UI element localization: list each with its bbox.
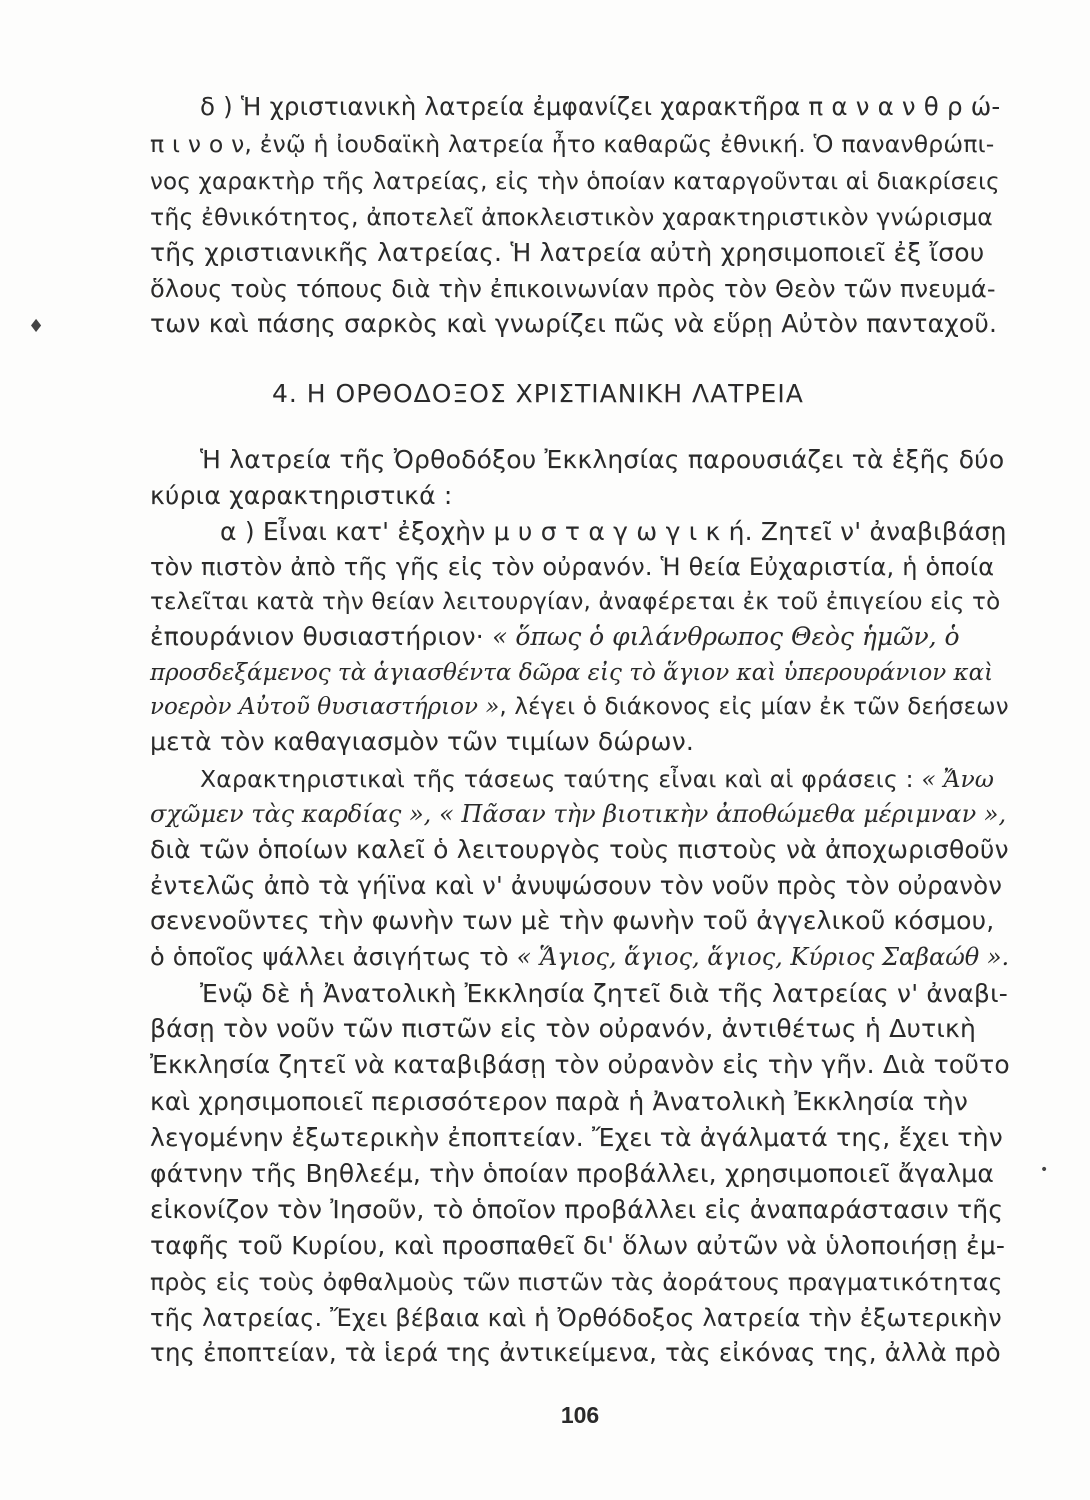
text-line: ἐντελῶς ἀπὸ τὰ γήϊνα καὶ ν' ἀνυψώσουν τὸν νοῦν πρὸς τὸν οὐρανὸν — [150, 871, 1003, 900]
text-run: ὁ ὁποῖος ψάλλει ἀσιγήτως τὸ — [150, 943, 509, 971]
text-line — [150, 690, 1010, 724]
text-line — [150, 620, 1010, 654]
quote-run: « Πᾶσαν τὴν βιοτικὴν ἀποθώμεθα μέριμναν », — [439, 800, 1007, 828]
text-line: ταφῆς τοῦ Κυρίου, καὶ προσπαθεῖ δι' ὅλων αὐτῶν νὰ ὑλοποιήσῃ ἐμ- — [150, 1231, 1006, 1260]
scan-mark: • — [1040, 1162, 1049, 1178]
text-line: εἰκονίζον τὸν Ἰησοῦν, τὸ ὁποῖον προβάλλει εἰς ἀναπαράστασιν τῆς — [150, 1195, 1004, 1224]
text-line: λεγομένην ἐξωτερικὴν ἐποπτείαν. Ἔχει τὰ ἀγάλματά της, ἔχει τὴν — [150, 1123, 1003, 1152]
quote-run: νοερὸν Αὐτοῦ θυσιαστήριον » — [150, 694, 500, 720]
text-line: τελεῖται κατὰ τὴν θείαν λειτουργίαν, ἀναφέρεται ἐκ τοῦ ἐπιγείου εἰς τὸ — [150, 589, 1001, 615]
quote-line: προσδεξάμενος τὰ ἁγιασθέντα δῶρα εἰς τὸ ἅγιον καὶ ὑπερουράνιον καὶ — [150, 660, 994, 686]
text-run: Χαρακτηριστικαὶ τῆς τάσεως ταύτης εἶναι καὶ αἱ φράσεις : — [200, 765, 914, 793]
text-line: τῆς λατρείας. Ἔχει βέβαια καὶ ἡ Ὀρθόδοξος λατρεία τὴν ἐξωτερικὴν — [150, 1304, 1002, 1332]
text-line: δ ) Ἡ χριστιανικὴ λατρεία ἐμφανίζει χαρακτῆρα π α ν α ν θ ρ ώ- — [200, 92, 1001, 121]
text-line: Ἐκκλησία ζητεῖ νὰ καταβιβάσῃ τὸν οὐρανὸν εἰς τὴν γῆν. Διὰ τοῦτο — [150, 1050, 1010, 1079]
text-run: ἐπουράνιον θυσιαστήριον· — [150, 622, 484, 651]
text-line — [200, 762, 1010, 796]
quote-run: « Ἄνω — [921, 765, 994, 793]
text-line: νος χαρακτὴρ τῆς λατρείας, εἰς τὴν ὁποίαν καταργοῦνται αἱ διακρίσεις — [150, 169, 1000, 195]
text-line: τὸν πιστὸν ἀπὸ τῆς γῆς εἰς τὸν οὐρανόν. Ἡ θεία Εὐχαριστία, ἡ ὁποία — [150, 553, 995, 581]
text-line: α ) Εἶναι κατ' ἐξοχὴν μ υ σ τ α γ ω γ ι κ ή. Ζητεῖ ν' ἀναβιβάσῃ — [220, 517, 1007, 546]
text-line: Ἡ λατρεία τῆς Ὀρθοδόξου Ἐκκλησίας παρουσιάζει τὰ ἑξῆς δύο — [200, 445, 1005, 474]
text-line: διὰ τῶν ὁποίων καλεῖ ὁ λειτουργὸς τοὺς πιστοὺς νὰ ἀποχωρισθοῦν — [150, 835, 1009, 864]
page-number: 106 — [560, 1402, 600, 1428]
quote-run: « ὅπως ὁ φιλάνθρωπος Θεὸς ἡμῶν, ὁ — [492, 622, 960, 651]
quote-run: σχῶμεν τὰς καρδίας », — [150, 800, 432, 828]
text-line: των καὶ πάσης σαρκὸς καὶ γνωρίζει πῶς νὰ εὕρῃ Αὐτὸν πανταχοῦ. — [150, 309, 998, 338]
text-line: πρὸς εἰς τοὺς ὀφθαλμοὺς τῶν πιστῶν τὰς ἀοράτους πραγματικότητας — [150, 1268, 1003, 1296]
text-line: τῆς ἐθνικότητος, ἀποτελεῖ ἀποκλειστικὸν χαρακτηριστικὸν γνώρισμα — [150, 203, 993, 231]
text-run: , λέγει ὁ διάκονος εἰς μίαν ἐκ τῶν δεήσεων — [499, 694, 1009, 720]
text-line — [150, 940, 1010, 974]
quote-run: « Ἅγιος, ἅγιος, ἅγιος, Κύριος Σαβαώθ ». — [516, 943, 1010, 971]
text-line: π ι ν ο ν, ἐνῷ ἡ ἰουδαϊκὴ λατρεία ἦτο καθαρῶς ἐθνική. Ὁ πανανθρώπι- — [150, 130, 995, 158]
text-line: σενενοῦντες τὴν φωνὴν των μὲ τὴν φωνὴν τοῦ ἀγγελικοῦ κόσμου, — [150, 906, 995, 935]
text-line — [150, 797, 1010, 831]
text-line: Ἐνῷ δὲ ἡ Ἀνατολικὴ Ἐκκλησία ζητεῖ διὰ τῆς λατρείας ν' ἀναβι- — [200, 979, 1008, 1008]
text-line: βάσῃ τὸν νοῦν τῶν πιστῶν εἰς τὸν οὐρανόν, ἀντιθέτως ἡ Δυτικὴ — [150, 1014, 977, 1043]
scan-mark: ♦ — [28, 316, 45, 337]
text-line: μετὰ τὸν καθαγιασμὸν τῶν τιμίων δώρων. — [150, 727, 695, 756]
text-line: ὅλους τοὺς τόπους διὰ τὴν ἐπικοινωνίαν πρὸς τὸν Θεὸν τῶν πνευμά- — [150, 275, 996, 303]
text-line: κύρια χαρακτηριστικά : — [150, 481, 453, 510]
section-heading: 4. Η ΟΡΘΟΔΟΞΟΣ ΧΡΙΣΤΙΑΝΙΚΗ ΛΑΤΡΕΙΑ — [272, 379, 804, 408]
text-line: της ἐποπτείαν, τὰ ἱερά της ἀντικείμενα, τὰς εἰκόνας της, ἀλλὰ πρὸ — [150, 1338, 1001, 1367]
text-line: φάτνην τῆς Βηθλεέμ, τὴν ὁποίαν προβάλλει, χρησιμοποιεῖ ἄγαλμα — [150, 1159, 995, 1188]
text-line: τῆς χριστιανικῆς λατρείας. Ἡ λατρεία αὐτὴ χρησιμοποιεῖ ἐξ ἴσου — [150, 238, 985, 267]
text-line: καὶ χρησιμοποιεῖ περισσότερον παρὰ ἡ Ἀνατολικὴ Ἐκκλησία τὴν — [150, 1087, 969, 1116]
